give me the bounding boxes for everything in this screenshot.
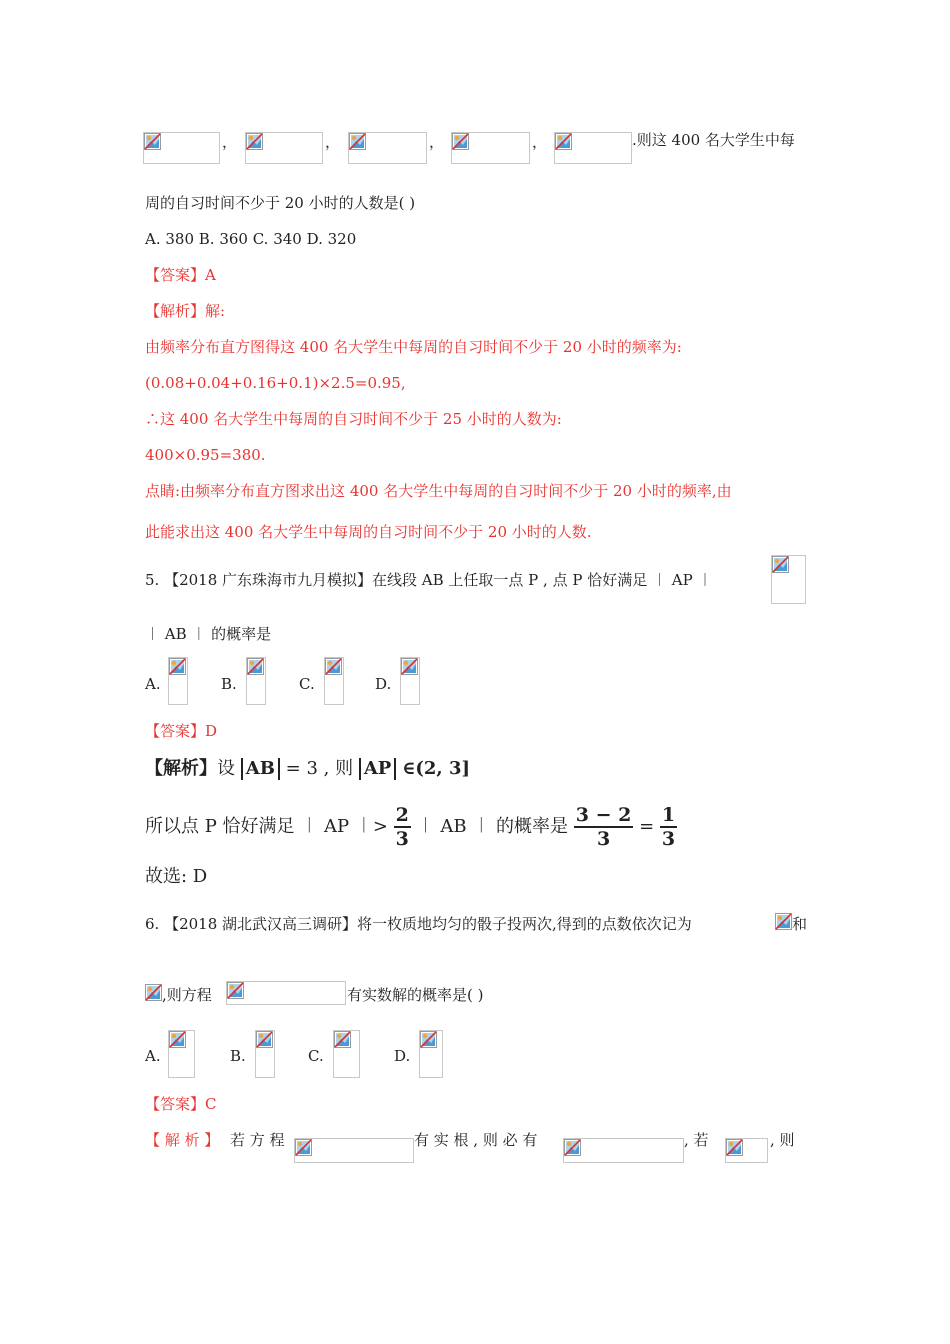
q5-option-d-label: D. (375, 675, 392, 693)
answer-label: 【答案】 (145, 722, 206, 740)
fraction-difference (574, 804, 634, 850)
broken-image-icon (227, 982, 244, 999)
q4-analysis-line3: ∴这 400 名大学生中每周的自习时间不少于 25 小时的人数为: (145, 410, 562, 428)
broken-image-icon (169, 1031, 186, 1048)
q5-option-d-formula (400, 657, 420, 705)
broken-image-icon (775, 913, 792, 930)
q6-stem-line1: 6. 【2018 湖北武汉高三调研】将一枚质地均匀的骰子投两次,得到的点数依次记为 (145, 915, 692, 933)
q4-answer (145, 265, 216, 285)
q5-stem-line1: 5. 【2018 广东珠海市九月模拟】在线段 AB 上任取一点 P , 点 P 恰好满足 ︱ AP ︱ (145, 571, 713, 589)
numerator: 3 − 2 (575, 804, 632, 826)
q5-stem-line2: ︱ AB ︱ 的概率是 (145, 625, 272, 643)
analysis-text: 所以点 P 恰好满足 ︱ AP ︱> (145, 816, 388, 837)
q4-formula-1 (143, 132, 220, 164)
numerator: 2 (395, 804, 409, 826)
broken-image-icon (144, 133, 161, 150)
q6-analysis-text-3: , 若 (684, 1131, 709, 1149)
q6-analysis-formula-1 (294, 1138, 414, 1163)
numerator: 1 (661, 804, 676, 826)
q4-separator: ， (222, 133, 238, 151)
q5-option-b-label: B. (221, 675, 237, 693)
broken-image-icon (452, 133, 469, 150)
broken-image-icon (334, 1031, 351, 1048)
broken-image-icon (349, 133, 366, 150)
broken-image-icon (145, 984, 162, 1001)
equals-sign: = (639, 816, 655, 837)
q4-formula-3 (348, 132, 427, 164)
broken-image-icon (256, 1031, 273, 1048)
broken-image-icon (401, 658, 418, 675)
fraction-one-third (660, 804, 677, 850)
q6-var-m (775, 913, 792, 931)
q4-formula-4 (451, 132, 530, 164)
abs-ap: AP (359, 758, 397, 780)
broken-image-icon (772, 556, 789, 573)
answer-label: 【答案】 (145, 1095, 206, 1113)
q4-analysis-line2: (0.08+0.04+0.16+0.1)×2.5=0.95, (145, 374, 406, 392)
q4-tip-line1: 点睛:由频率分布直方图求出这 400 名大学生中每周的自习时间不少于 20 小时的频率,由 (145, 482, 732, 500)
q5-option-a-formula (168, 657, 188, 705)
broken-image-icon (295, 1139, 312, 1156)
q6-stem-line2b: 有实数解的概率是( ) (347, 986, 484, 1004)
q4-separator: ， (325, 133, 341, 151)
q6-option-a-formula (168, 1030, 195, 1078)
q6-analysis-text-1: 若 方 程 (230, 1131, 285, 1149)
broken-image-icon (555, 133, 572, 150)
q5-analysis-line1 (145, 756, 470, 782)
q5-option-b-formula (246, 657, 266, 705)
q6-analysis-formula-3 (725, 1138, 768, 1163)
q6-option-c-formula (333, 1030, 360, 1078)
analysis-label: 【解析】 (145, 302, 206, 320)
analysis-text: ︱ AB ︱ 的概率是 (416, 816, 569, 837)
q5-option-a-label: A. (145, 675, 161, 693)
broken-image-icon (564, 1139, 581, 1156)
q4-stem-tail: .则这 400 名大学生中每 (632, 131, 795, 149)
denominator: 3 (596, 828, 611, 850)
denominator: 3 (395, 828, 409, 850)
q6-stem-line2a: ,则方程 (162, 986, 212, 1004)
q6-option-b-label: B. (230, 1047, 246, 1065)
q4-tip-line2: 此能求出这 400 名大学生中每周的自习时间不少于 20 小时的人数. (145, 523, 592, 541)
q4-analysis-line4: 400×0.95=380. (145, 446, 266, 464)
q6-analysis-text-4: , 则 (770, 1131, 795, 1149)
q6-option-c-label: C. (308, 1047, 324, 1065)
q5-analysis-line2 (145, 802, 677, 852)
q6-option-d-formula (419, 1030, 443, 1078)
analysis-text: = 3 , 则 (285, 758, 354, 779)
q5-choose: 故选: D (145, 866, 208, 887)
q6-var-n (145, 984, 162, 1002)
answer-value: C (205, 1095, 217, 1113)
broken-image-icon (247, 658, 264, 675)
q6-option-b-formula (255, 1030, 275, 1078)
q4-separator: ， (429, 133, 445, 151)
q6-option-d-label: D. (394, 1047, 411, 1065)
q4-stem-line2: 周的自习时间不少于 20 小时的人数是( ) (145, 194, 416, 212)
broken-image-icon (726, 1139, 743, 1156)
denominator: 3 (661, 828, 676, 850)
broken-image-icon (246, 133, 263, 150)
answer-label: 【答案】 (145, 266, 206, 284)
q4-formula-5 (554, 132, 632, 164)
analysis-text: 设 (217, 758, 235, 779)
q4-analysis-head (145, 301, 225, 321)
broken-image-icon (169, 658, 186, 675)
abs-ab: AB (241, 758, 280, 780)
q6-option-a-label: A. (145, 1047, 161, 1065)
q4-analysis-line1: 由频率分布直方图得这 400 名大学生中每周的自习时间不少于 20 小时的频率为: (145, 338, 682, 356)
q6-analysis-formula-2 (563, 1138, 684, 1163)
q6-analysis-text-2: 有 实 根 , 则 必 有 (414, 1131, 538, 1149)
fraction-two-thirds (394, 804, 411, 850)
q4-options: A. 380 B. 360 C. 340 D. 320 (145, 230, 357, 248)
answer-value: A (205, 266, 216, 284)
q5-option-c-label: C. (299, 675, 315, 693)
analysis-label: 【解析】 (145, 758, 217, 779)
analysis-head-text: 解: (205, 302, 226, 320)
q5-answer (145, 721, 217, 741)
interval: ∈(2, 3] (402, 758, 471, 779)
q6-answer (145, 1094, 217, 1114)
q6-equation-formula (226, 981, 346, 1005)
answer-value: D (205, 722, 218, 740)
broken-image-icon (420, 1031, 437, 1048)
broken-image-icon (325, 658, 342, 675)
q6-analysis-label: 【 解 析 】 (145, 1131, 220, 1149)
q6-stem-and: 和 (792, 915, 808, 933)
q4-separator: ， (532, 133, 548, 151)
q5-option-c-formula (324, 657, 344, 705)
q4-formula-2 (245, 132, 323, 164)
q5-ratio-formula (771, 555, 806, 604)
